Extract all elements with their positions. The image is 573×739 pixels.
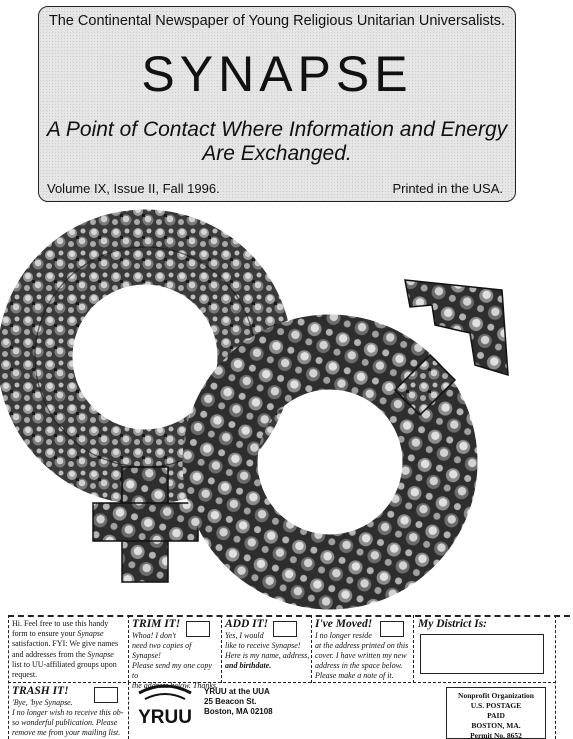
- cut-line-2: [221, 615, 222, 683]
- postage-line: Permit No. 8652: [470, 731, 522, 739]
- add-it-text: like to receive Synapse!: [225, 641, 301, 650]
- printed-in: Printed in the USA.: [392, 181, 503, 196]
- return-address-line: YRUU at the UUA: [204, 687, 270, 696]
- cut-line-left: [8, 615, 9, 739]
- trash-it-heading: TRASH IT!: [12, 685, 69, 697]
- yruu-logo-icon: [133, 683, 197, 733]
- postage-line: PAID: [487, 711, 505, 720]
- cut-line-middle: [8, 682, 556, 683]
- intro-line: satisfaction. FYI: We give names: [12, 639, 119, 649]
- moved-text: address in the space below.: [315, 661, 403, 670]
- intro-line: [12, 650, 126, 660]
- intro-line: [12, 629, 126, 639]
- return-address-line: 25 Beacon St.: [204, 697, 257, 706]
- cut-line-right: [555, 615, 556, 739]
- moved-text: at the address printed on this: [315, 641, 409, 650]
- moved-checkbox[interactable]: [380, 621, 404, 637]
- intro-synapse: Synapse: [77, 629, 104, 639]
- postage-line: BOSTON, MA.: [471, 721, 521, 730]
- yruu-logo-text: YRUU: [138, 707, 192, 728]
- moved-heading: I've Moved!: [315, 618, 373, 630]
- cut-line-3: [311, 615, 312, 683]
- mailing-coupon: [8, 615, 570, 739]
- trash-it-text: 'Bye, 'bye Synapse.: [12, 698, 73, 707]
- return-address: [204, 687, 273, 717]
- masthead-subtitle: [39, 118, 515, 166]
- subtitle-line-1: A Point of Contact Where Information and Energy: [46, 118, 508, 141]
- intro-line: list to UU-affiliated groups upon: [12, 659, 117, 669]
- subtitle-line-2: Are Exchanged.: [202, 142, 352, 165]
- trash-it-text: remove me from your mailing list.: [12, 728, 121, 737]
- coupon-intro: [12, 619, 126, 680]
- add-it-text: and birthdate.: [225, 661, 272, 670]
- add-it-checkbox[interactable]: [273, 621, 297, 637]
- trim-it-heading: TRIM IT!: [132, 618, 181, 630]
- intro-line: request.: [12, 670, 38, 680]
- district-heading: My District Is:: [418, 618, 487, 630]
- district-option: [418, 618, 553, 631]
- cut-line-5: [128, 682, 129, 739]
- add-it-text: Yes, I would: [225, 631, 264, 640]
- add-it-heading: ADD IT!: [225, 618, 269, 630]
- intro-line: Hi. Feel free to use this handy: [12, 619, 109, 628]
- moved-text: Please make a note of it.: [315, 671, 394, 680]
- return-address-line: Boston, MA 02108: [204, 707, 273, 716]
- cut-line: [8, 615, 570, 617]
- intro-synapse: Synapse: [87, 649, 114, 659]
- venus-mars-collage-icon: [0, 205, 573, 610]
- masthead: [38, 6, 516, 202]
- intro-text: form to ensure your: [12, 629, 78, 639]
- masthead-tagline: The Continental Newspaper of Young Religious Unitarian Universalists.: [48, 13, 506, 29]
- newspaper-title: SYNAPSE: [141, 46, 413, 102]
- postage-indicia: [446, 687, 546, 739]
- cut-line-4: [413, 615, 414, 683]
- trash-it-text: so wonderful publication. Please: [12, 718, 118, 727]
- trim-it-text: the address below. Thanks.: [132, 681, 218, 690]
- moved-text: I no longer reside: [315, 631, 372, 640]
- add-it-text: Here is my name, address,: [225, 651, 310, 660]
- postage-line: U.S. POSTAGE: [470, 701, 522, 710]
- add-it-option: [225, 618, 311, 671]
- trim-it-text: Please send my one copy to: [132, 661, 212, 680]
- trim-it-text: need two copies of Synapse!: [132, 641, 192, 660]
- cut-line-1: [128, 615, 129, 683]
- trim-it-text: Whoa! I don't: [132, 631, 176, 640]
- trash-it-checkbox[interactable]: [94, 687, 118, 703]
- postage-line: Nonprofit Organization: [458, 691, 534, 700]
- issue-volume: Volume IX, Issue II, Fall 1996.: [47, 181, 220, 196]
- district-input[interactable]: [420, 634, 544, 674]
- intro-text: and addresses from the: [12, 649, 88, 659]
- trim-it-checkbox[interactable]: [186, 621, 210, 637]
- trash-it-text: I no longer wish to receive this ob-: [12, 708, 124, 717]
- moved-text: cover. I have written my new: [315, 651, 407, 660]
